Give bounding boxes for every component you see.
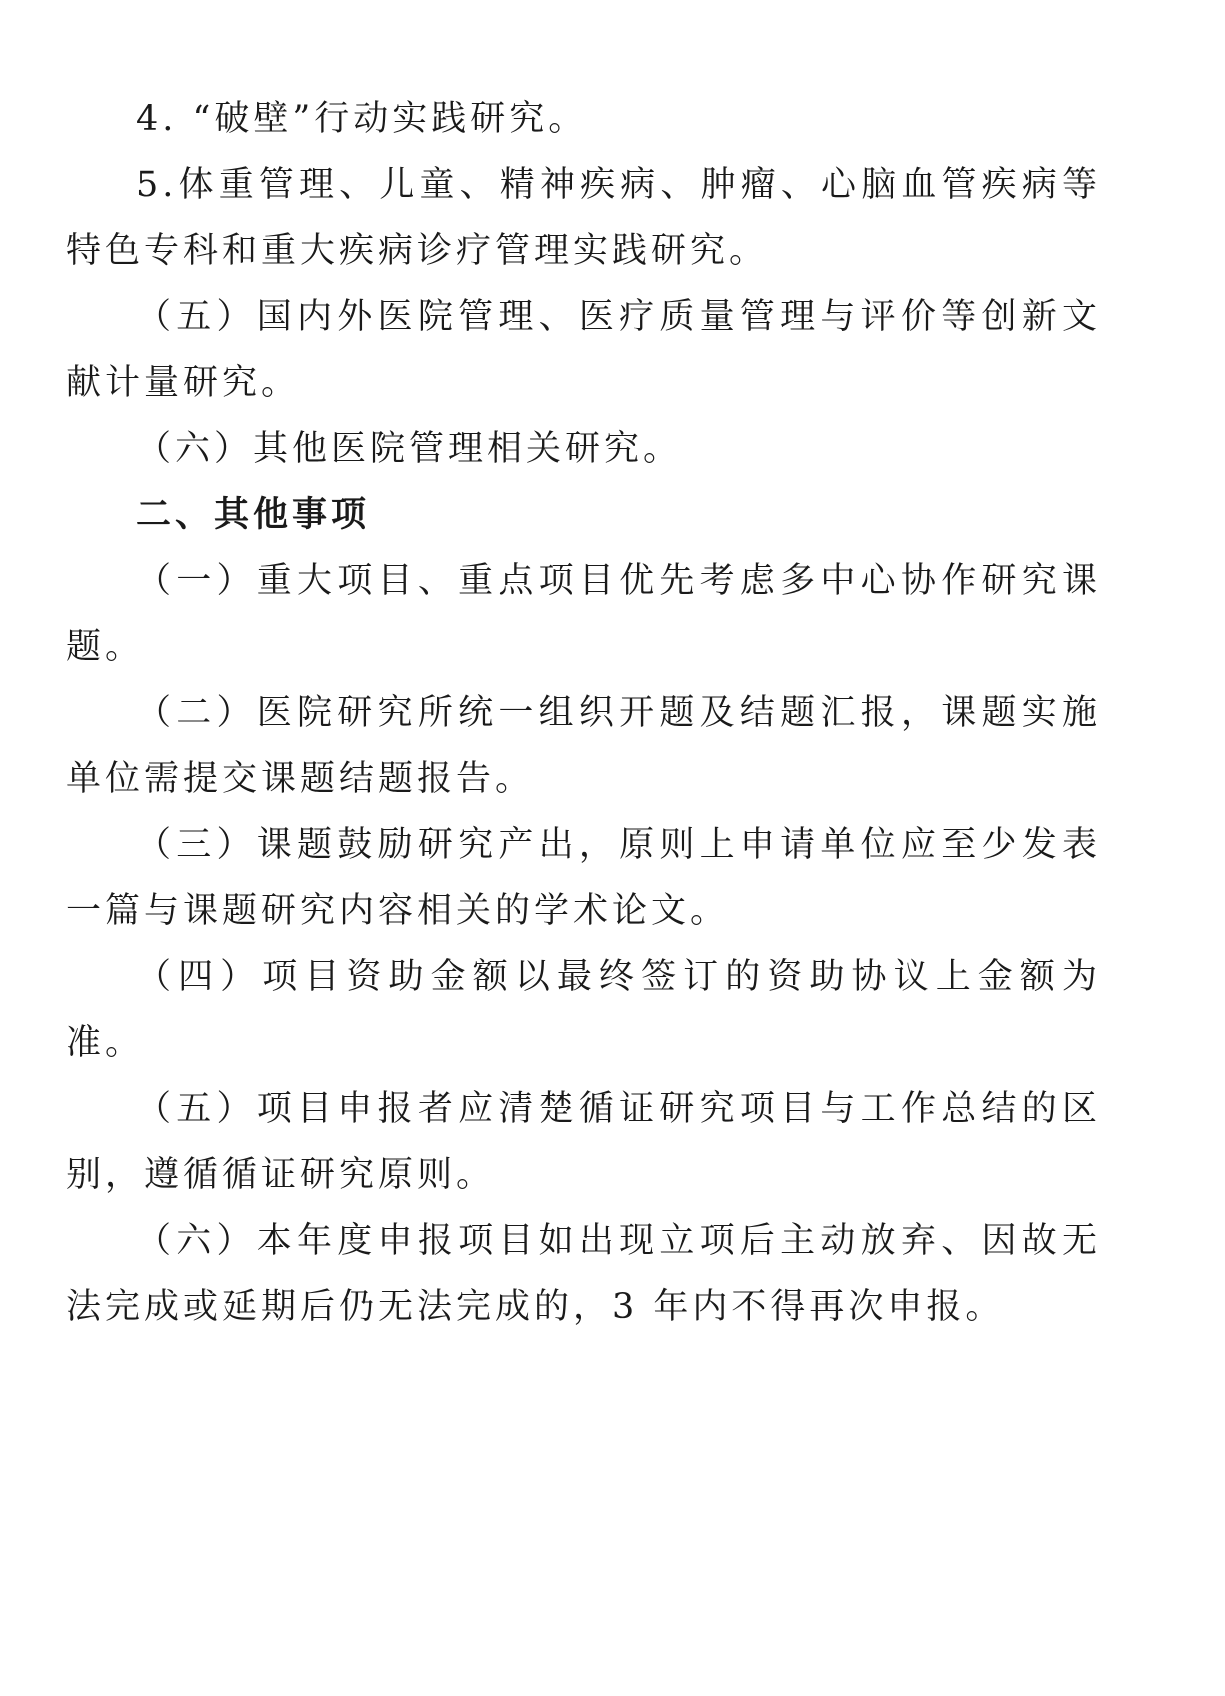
matter-3-paper-output: （三）课题鼓励研究产出，原则上申请单位应至少发表一篇与课题研究内容相关的学术论文。 — [66, 825, 1101, 931]
matter-1-multicenter: （一）重大项目、重点项目优先考虑多中心协作研究课题。 — [66, 561, 1101, 667]
heading-other-matters: 二、其他事项 — [136, 495, 371, 535]
matter-2-report: （二）医院研究所统一组织开题及结题汇报，课题实施单位需提交课题结题报告。 — [66, 693, 1101, 799]
matter-5-evidence-based: （五）项目申报者应清楚循证研究项目与工作总结的区别，遵循循证研究原则。 — [66, 1089, 1101, 1195]
matter-4-funding-amount: （四）项目资助金额以最终签订的资助协议上金额为准。 — [66, 957, 1101, 1063]
item-5-specialty-research: 5.体重管理、儿童、精神疾病、肿瘤、心脑血管疾病等特色专科和重大疾病诊疗管理实践研究。 — [66, 165, 1101, 271]
section-6-other-research: （六）其他医院管理相关研究。 — [136, 429, 683, 469]
document-page — [66, 86, 1101, 1340]
matter-6-reapplication-ban: （六）本年度申报项目如出现立项后主动放弃、因故无法完成或延期后仍无法完成的，3 年内不得再次申报。 — [66, 1221, 1101, 1327]
item-4-pobi-research: 4. “破壁”行动实践研究。 — [136, 99, 588, 139]
section-5-bibliometrics: （五）国内外医院管理、医疗质量管理与评价等创新文献计量研究。 — [66, 297, 1101, 403]
